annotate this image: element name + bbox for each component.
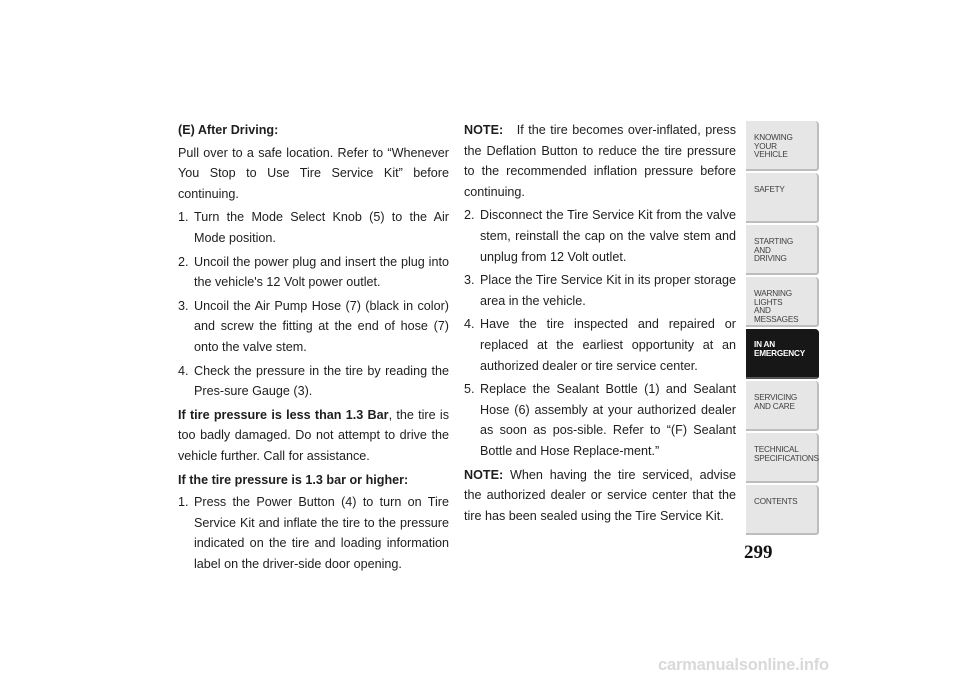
list-item: 3. Place the Tire Service Kit in its proper storage area in the vehicle. xyxy=(464,273,736,308)
note-label: NOTE: xyxy=(464,467,504,482)
tab-servicing-and-care[interactable]: SERVICING AND CARE xyxy=(746,381,819,431)
list-item: 2. Uncoil the power plug and insert the plug into the vehicle's 12 Volt power outlet. xyxy=(178,254,449,290)
tab-contents[interactable]: CONTENTS xyxy=(746,485,819,535)
list-item: 4. Check the pressure in the tire by reading the Pres-sure Gauge (3). xyxy=(178,363,449,399)
note-paragraph: NOTE: If the tire becomes over-inflated, press the Deflation Button to reduce the tire pressure to the recommended inflation pressure before continuing. xyxy=(464,123,736,199)
list-item: 1. Turn the Mode Select Knob (5) to the Air Mode position. xyxy=(178,210,449,245)
watermark: carmanualsonline.info xyxy=(658,656,829,674)
tab-in-an-emergency[interactable]: IN AN EMERGENCY xyxy=(746,329,819,379)
ok-pressure-heading: If the tire pressure is 1.3 bar or higher: xyxy=(178,472,409,487)
tab-technical-specifications[interactable]: TECHNICAL SPECIFICATIONS xyxy=(746,433,819,483)
list-item: 3. Uncoil the Air Pump Hose (7) (black in color) and screw the fitting at the end of hose (7) onto the valve stem. xyxy=(178,298,449,354)
intro-paragraph: Pull over to a safe location. Refer to “Whenever You Stop to Use Tire Service Kit” before continuing. xyxy=(178,145,449,201)
list-item: 4. Have the tire inspected and repaired or replaced at the earliest opportunity at an authorized dealer or tire service center. xyxy=(464,317,736,373)
list-item: 2. Disconnect the Tire Service Kit from the valve stem, reinstall the cap on the valve stem and unplug from 12 Volt outlet. xyxy=(464,208,736,264)
left-column xyxy=(178,120,449,577)
note-label: NOTE: xyxy=(464,123,504,137)
list-item: 1. Press the Power Button (4) to turn on Tire Service Kit and inflate the tire to the pressure indicated on the tire and loading information label on the driver-side door opening. xyxy=(178,495,449,571)
chapter-tabs xyxy=(746,121,819,537)
low-pressure-condition: If tire pressure is less than 1.3 Bar xyxy=(178,407,389,422)
page-number: 299 xyxy=(744,542,773,563)
tab-starting-and-driving[interactable]: STARTING AND DRIVING xyxy=(746,225,819,275)
tab-knowing-your-vehicle[interactable]: KNOWING YOUR VEHICLE xyxy=(746,121,819,171)
note-paragraph: NOTE: When having the tire serviced, advise the authorized dealer or service center that the tire has been sealed using the Tire Service Kit. xyxy=(464,467,737,523)
tab-safety[interactable]: SAFETY xyxy=(746,173,819,223)
list-item: 5. Replace the Sealant Bottle (1) and Sealant Hose (6) assembly at your authorized dealer as soon as pos-sible. Refer to “(F) Sealant Bottle and Hose Replace-ment.” xyxy=(464,382,736,458)
section-heading: (E) After Driving: xyxy=(178,123,279,137)
low-pressure-paragraph: If tire pressure is less than 1.3 Bar, the tire is too badly damaged. Do not attempt to drive the vehicle further. Call for assistance. xyxy=(178,407,449,463)
tab-warning-lights-and-messages[interactable]: WARNING LIGHTS AND MESSAGES xyxy=(746,277,819,327)
right-column xyxy=(464,120,736,529)
